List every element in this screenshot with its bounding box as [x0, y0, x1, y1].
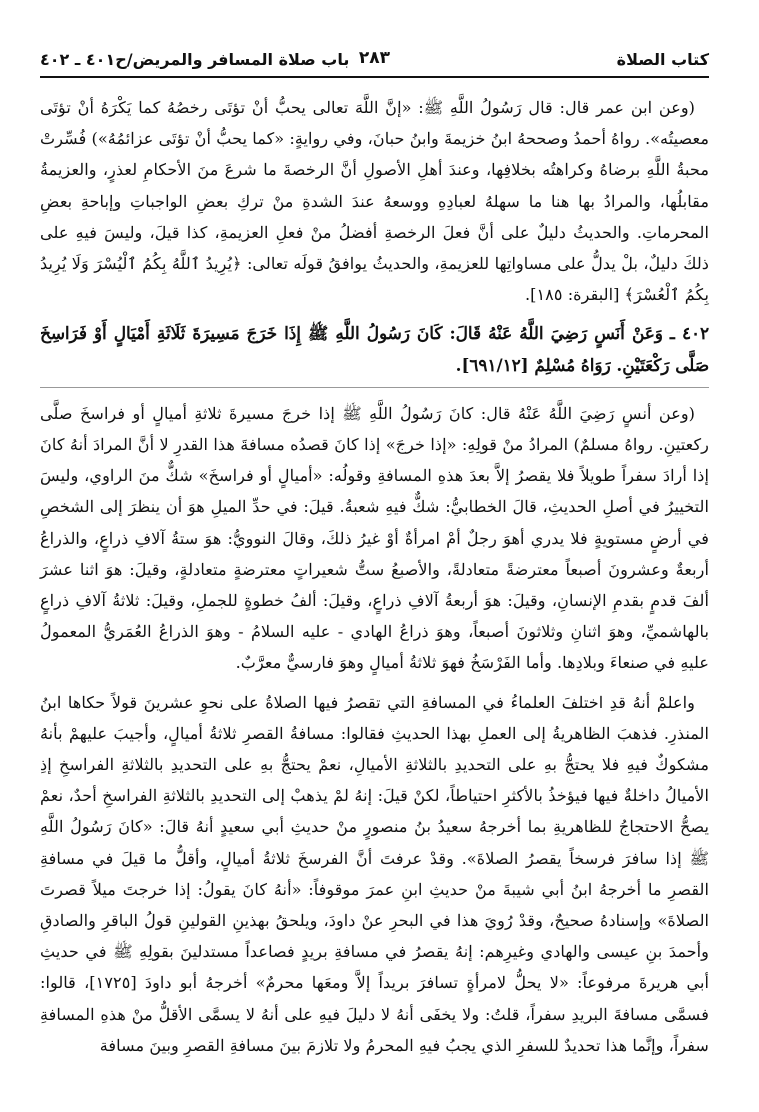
hadith-number: ٤٠٢ [681, 323, 710, 344]
commentary-paragraph: (وعن ابن عمر قال: قال رَسُولُ اللَّهِ ﷺ: «إنَّ اللَّهَ تعالى يحبُّ أنْ تؤتَى رخصُهُ كما يَكْرَهُ أنْ تؤتَى معصيتُه». رواهُ أحمدُ وصححهُ ابنُ خزيمةَ وابنُ حبانَ، وفي روايةٍ: «كما يحبُّ أنْ تؤتَى عزائمُهُ») فُسِّرتْ محبةُ اللَّهِ برضاهُ وكراهتُه بخلافِها، وعندَ أهلِ الأصولِ أنَّ الرخصةَ ما شرعَ منَ الأحكامِ لعذرٍ، والعزيمةُ مقابلُها، والمرادُ بها هنا ما سهلهُ لعبادِهِ ووسعهُ عندَ الشدةِ منْ تركِ بعضِ الواجباتِ وإباحةِ بعضِ المحرماتِ. والحديثُ دليلٌ على أنَّ فعلَ الرخصةِ أفضلُ منْ فعلِ العزيمةِ، كذا قيلَ، وليسَ فيهِ على ذلكَ دليلٌ، بلْ يدلُّ على مساواتِها للعزيمةِ، والحديثُ يوافقُ قولَه تعالى: ﴿يُرِيدُ ٱللَّهُ بِكُمُ ٱلْيُسْرَ وَلَا يُرِيدُ بِكُمُ ٱلْعُسْرَ﴾ [البقرة: ١٨٥]. [40, 98, 709, 305]
book-title: كتاب الصلاة [616, 50, 709, 69]
chapter-title: باب صلاة المسافر والمريض/ح٤٠١ ـ ٤٠٢ [40, 50, 350, 69]
hadith-body: ـ وَعَنْ أَنَسٍ رَضِيَ اللَّهُ عَنْهُ قَالَ: كَانَ رَسُولُ اللَّهِ ﷺ إِذَا خَرَجَ مَسِيرَةَ ثَلَاثَةِ أَمْيَالٍ أَوْ فَرَاسِخَ صَلَّى رَكْعَتَيْنِ. رَوَاهُ مُسْلِمٌ [٦٩١/١٢]. [40, 323, 709, 375]
hadith-text [40, 318, 709, 387]
page-number: ٢٨٣ [358, 48, 391, 68]
commentary-paragraph: واعلمْ أنهُ قدِ اختلفَ العلماءُ في المسافةِ التي تقصرُ فيها الصلاةُ على نحوِ عشرينَ قولاً حكاها ابنُ المنذرِ. فذهبَ الظاهريةُ إلى العملِ بهذا الحديثِ فقالوا: مسافةُ القصرِ ثلاثةُ أميالٍ، وأجيبَ عليهمْ بأنهُ مشكوكٌ فيهِ فلا يحتجُّ بهِ على التحديدِ بالثلاثةِ الأميالِ، نعمْ يحتجُّ بهِ على التحديدِ بالثلاثةِ الفراسخِ إذِ الأميالُ داخلةٌ فيها فيؤخذُ بالأكثرِ احتياطاً، لكنْ قيلَ: إنهُ لمْ يذهبْ إلى التحديدِ بالثلاثةِ الفراسخِ أحدٌ، نعمْ يصحُّ الاحتجاجُ للظاهريةِ بما أخرجهُ سعيدُ بنُ منصورٍ منْ حديثِ أبي سعيدٍ أنهُ قالَ: «كانَ رَسُولُ اللَّهِ ﷺ إذا سافرَ فرسخاً يقصرُ الصلاةَ». وقدْ عرفتَ أنَّ الفرسخَ ثلاثةُ أميالٍ، وأقلُّ ما قيلَ في مسافةِ القصرِ ما أخرجهُ ابنُ أبي شيبةَ منْ حديثِ ابنِ عمرَ موقوفاً: «أنهُ كانَ يقولُ: إذا خرجتَ ميلاً قصرتَ الصلاةَ» وإسنادهُ صحيحٌ، وقدْ رُويَ هذا في البحرِ عنْ داودَ، ويلحقُ بهذينِ القولينِ قولُ الباقرِ والصادقِ وأحمدَ بنِ عيسى والهادي وغيرِهم: إنهُ يقصرُ في مسافةِ بريدٍ فصاعداً مستدلينَ بقولِهِ ﷺ في حديثِ أبي هريرةَ مرفوعاً: «لا يحلُّ لامرأةٍ تسافرَ بريداً إلاَّ ومعَها محرمٌ» أخرجهُ أبو داودَ [١٧٢٥]، قالوا: فسمَّى مسافةَ البريدِ سفراً، قلتُ: ولا يخفَى أنهُ لا دليلَ فيهِ على أنهُ لا يسمَّى الأقلُّ منْ هذهِ المسافةِ سفراً، وإنَّما هذا تحديدٌ للسفرِ الذي يجبُ فيهِ المحرمُ ولا تلازمَ بينَ مسافةِ القصرِ وبينَ مسافة [40, 692, 709, 1055]
page-header [40, 40, 709, 78]
commentary-paragraph: (وعن أنسٍ رَضِيَ اللَّهُ عَنْهُ قال: كانَ رَسُولُ اللَّهِ ﷺ إذا خرجَ مسيرةَ ثلاثةِ أميالٍ أو فراسخَ صلَّى ركعتينِ. رواهُ مسلمٌ) المرادُ منْ قولِهِ: «إذا خرجَ» إذا كانَ قصدُه مسافةَ هذا القدرِ لا أنَّ المرادَ أنهُ كانَ إذا أرادَ سفراً طويلاً فلا يقصرُ إلاَّ بعدَ هذهِ المسافةِ وقولُه: «أميالٍ أو فراسخَ» شكٌّ منَ الراوي، وليسَ التخييرُ في أصلِ الحديثِ، قالَ الخطابيُّ: شكٌّ فيهِ شعبةُ. قيلَ: في حدِّ الميلِ هوَ أن ينظرَ إلى الشخصِ في أرضٍ مستويةٍ فلا يدري أهوَ رجلٌ أمْ امرأةٌ أوْ غيرُ ذلكَ، وقالَ النوويُّ: هوَ ستةُ آلافِ ذراعٍ، والذراعُ أربعةٌ وعشرونَ أصبعاً معترضةً متعادلةً، والأصبعُ ستُّ شعيراتٍ معترضةٍ متعادلةٍ، وقيلَ: هوَ اثنا عشرَ ألفَ قدمٍ بقدمِ الإنسانِ، وقيلَ: هوَ أربعةُ آلافِ ذراعٍ، وقيلَ: ألفُ خطوةٍ للجملِ، وقيلَ: ثلاثةُ آلافِ ذراعٍ بالهاشميِّ، وهوَ اثنانِ وثلاثونَ أصبعاً، وهوَ ذراعُ الهادي - عليه السلامُ - وهوَ الذراعُ العُمَريُّ المعمولُ عليهِ في صنعاءَ وبلادِها. وأما الفَرْسَخُ فهوَ ثلاثةُ أميالٍ وهوَ فارسيٌّ معرَّبٌ. [40, 403, 709, 673]
page-body [40, 92, 709, 1069]
